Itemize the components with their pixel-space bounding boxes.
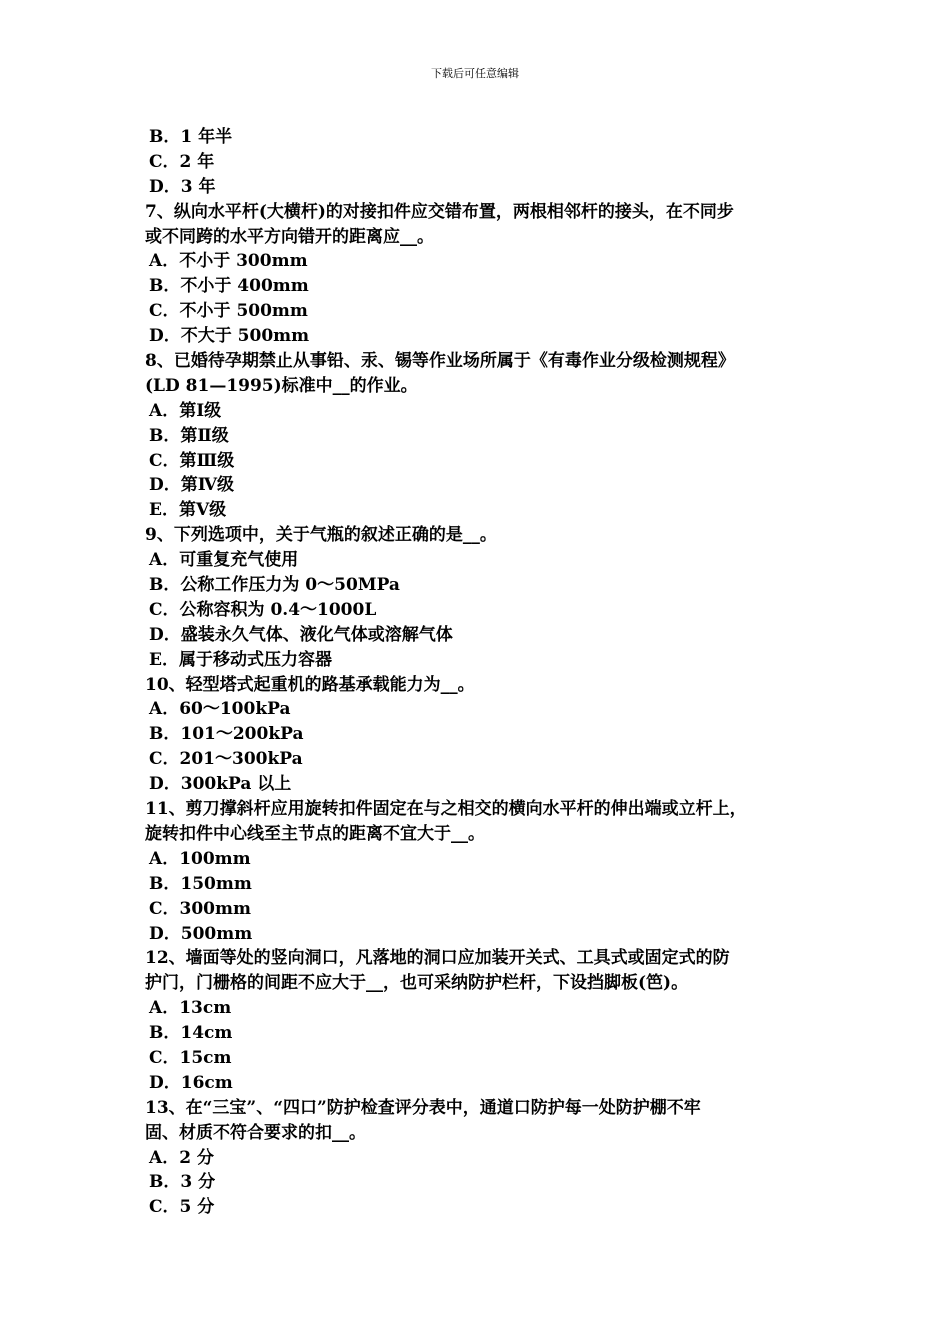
answer-option: A．2 分 <box>149 1147 214 1168</box>
answer-option: C．5 分 <box>149 1197 215 1218</box>
question-text: 11、剪刀撑斜杆应用旋转扣件固定在与之相交的横向水平杆的伸出端或立杆上， <box>145 799 747 820</box>
question-text: (LD 81—1995)标准中__的作业。 <box>145 375 418 396</box>
answer-option: D．16cm <box>149 1072 233 1093</box>
question-text: 固、材质不符合要求的扣__。 <box>145 1122 366 1143</box>
answer-option: A．不小于 300mm <box>149 251 308 272</box>
answer-option: E．第Ⅴ级 <box>149 500 227 521</box>
answer-option: B．3 分 <box>149 1172 216 1193</box>
answer-option: E．属于移动式压力容器 <box>149 649 332 670</box>
answer-option: C．第Ⅲ级 <box>149 450 235 471</box>
page-header: 下载后可任意编辑 <box>431 67 519 80</box>
answer-option: D．第Ⅳ级 <box>149 475 235 496</box>
answer-option: D．盛装永久气体、液化气体或溶解气体 <box>149 624 453 645</box>
question-text: 13、在“三宝”、“四口”防护检查评分表中，通道口防护每一处防护棚不牢 <box>145 1097 701 1118</box>
question-text: 9、下列选项中，关于气瓶的叙述正确的是__。 <box>145 525 497 546</box>
answer-option: B．150mm <box>149 873 252 894</box>
document-body <box>145 125 825 1220</box>
answer-option: C．300mm <box>149 898 251 919</box>
answer-option: A．100mm <box>149 848 251 869</box>
answer-option: A．可重复充气使用 <box>149 550 299 571</box>
answer-option: C．15cm <box>149 1047 232 1068</box>
answer-option: D．500mm <box>149 923 253 944</box>
question-text: 12、墙面等处的竖向洞口，凡落地的洞口应加装开关式、工具式或固定式的防 <box>145 948 730 969</box>
answer-option: B．1 年半 <box>149 127 233 147</box>
answer-option: B．第Ⅱ级 <box>149 425 229 446</box>
answer-option: A．60～100kPa <box>149 699 291 720</box>
answer-option: B．不小于 400mm <box>149 276 309 297</box>
answer-option: C．201～300kPa <box>149 749 303 770</box>
question-text: 7、纵向水平杆(大横杆)的对接扣件应交错布置，两根相邻杆的接头，在不同步 <box>145 201 734 222</box>
question-text: 10、轻型塔式起重机的路基承载能力为__。 <box>145 674 475 695</box>
answer-option: B．101～200kPa <box>149 724 304 745</box>
answer-option: C．2 年 <box>149 151 215 172</box>
question-text: 8、已婚待孕期禁止从事铅、汞、锡等作业场所属于《有毒作业分级检测规程》 <box>145 351 735 372</box>
question-text: 或不同跨的水平方向错开的距离应__。 <box>145 226 434 247</box>
answer-option: B．公称工作压力为 0～50MPa <box>149 575 400 596</box>
answer-option: B．14cm <box>149 1023 233 1044</box>
question-text: 旋转扣件中心线至主节点的距离不宜大于__。 <box>145 823 485 844</box>
answer-option: C．不小于 500mm <box>149 301 308 322</box>
answer-option: A．第Ⅰ级 <box>149 400 222 421</box>
answer-option: C．公称容积为 0.4～1000L <box>149 599 377 620</box>
answer-option: D．300kPa 以上 <box>149 774 292 795</box>
answer-option: A．13cm <box>149 998 232 1019</box>
question-text: 护门，门栅格的间距不应大于__，也可采纳防护栏杆，下设挡脚板(笆)。 <box>145 973 689 994</box>
answer-option: D．不大于 500mm <box>149 326 310 347</box>
answer-option: D．3 年 <box>149 176 216 197</box>
